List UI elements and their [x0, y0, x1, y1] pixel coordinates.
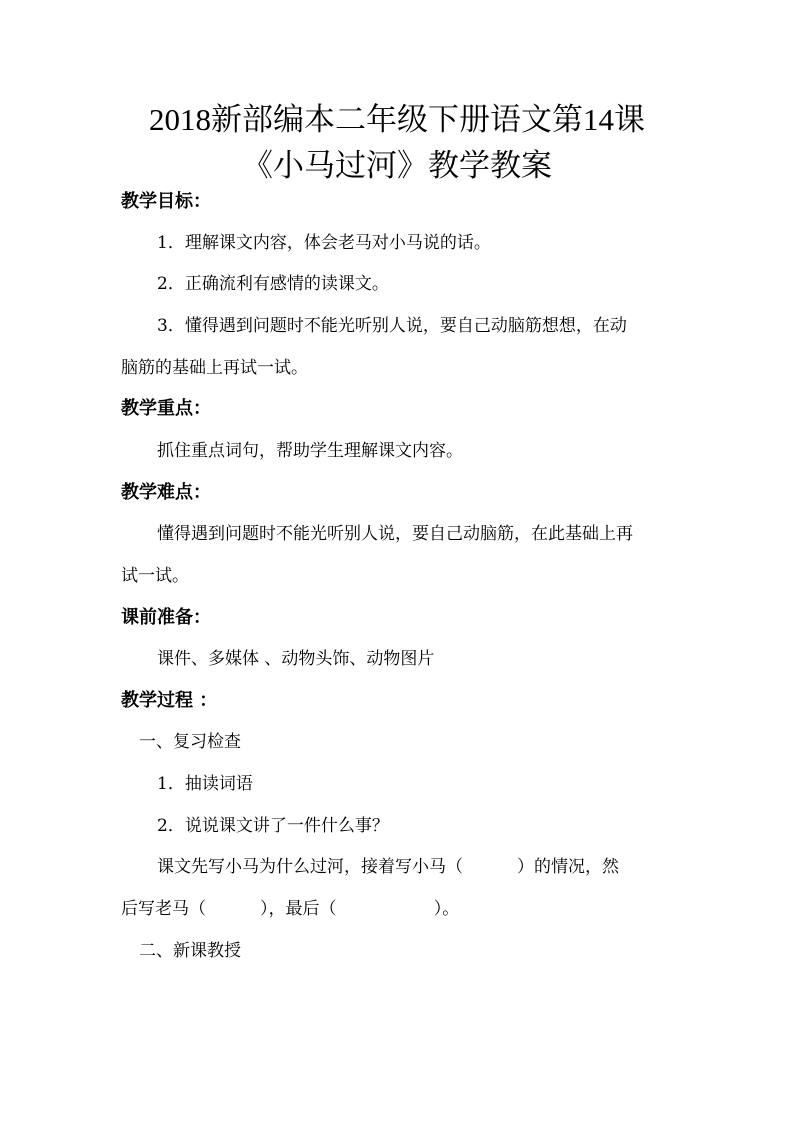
process-step-1: 1．抽读词语 — [157, 774, 253, 794]
preparation-heading: 课前准备： — [121, 607, 211, 628]
preparation-text: 课件、多媒体 、动物头饰、动物图片 — [157, 649, 435, 669]
difficulties-text-line-1: 懂得遇到问题时不能光听别人说，要自己动脑筋，在此基础上再 — [157, 524, 633, 544]
objective-item-3-line-2: 脑筋的基础上再试一试。 — [121, 358, 308, 378]
objectives-heading: 教学目标： — [121, 191, 211, 212]
process-paragraph-line-2: 后写老马（ ），最后（ ）。 — [121, 899, 460, 919]
key-points-text: 抓住重点词句，帮助学生理解课文内容。 — [157, 441, 463, 461]
process-section-2: 二、新课教授 — [139, 941, 241, 961]
key-points-heading: 教学重点： — [121, 398, 211, 419]
document-title-line-1: 2018新部编本二年级下册语文第14课 — [149, 102, 645, 137]
difficulties-heading: 教学难点： — [121, 482, 211, 503]
objective-item-1: 1．理解课文内容，体会老马对小马说的话。 — [157, 233, 491, 253]
objective-item-3-line-1: 3．懂得遇到问题时不能光听别人说，要自己动脑筋想想，在动 — [157, 316, 627, 336]
document-title-line-2: 《小马过河》教学教案 — [242, 148, 552, 183]
process-section-1: 一、复习检查 — [139, 732, 241, 752]
process-paragraph-line-1: 课文先写小马为什么过河，接着写小马（ ）的情况，然 — [157, 857, 620, 877]
objective-item-2: 2．正确流利有感情的读课文。 — [157, 274, 389, 294]
difficulties-text-line-2: 试一试。 — [121, 566, 189, 586]
process-heading: 教学过程 ： — [121, 690, 218, 711]
process-step-2: 2．说说课文讲了一件什么事？ — [157, 816, 389, 836]
